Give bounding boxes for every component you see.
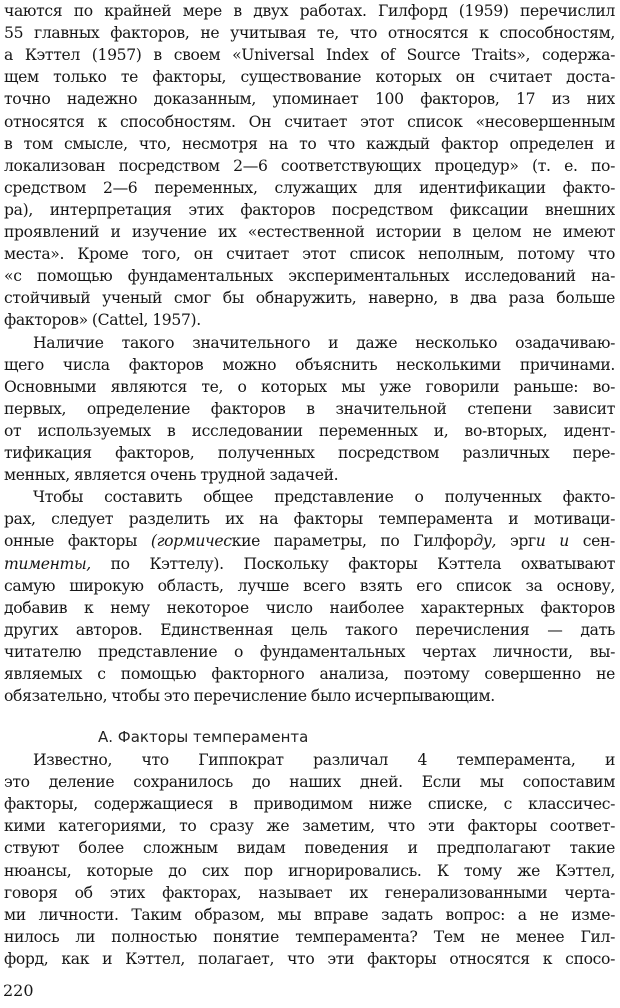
text-line: читателю представление о фундаментальных чертах личности, вы- bbox=[4, 642, 615, 661]
text-line: локализован посредством 2—6 соответствующих процедур» (т. е. по- bbox=[4, 156, 615, 175]
text-line: ствуют более сложным видам поведения и предполагают такие bbox=[4, 839, 615, 858]
text-line: это деление сохранилось до наших дней. Если мы сопоставим bbox=[4, 773, 615, 792]
text-line: Чтобы составить общее представление о полученных факто- bbox=[33, 488, 615, 507]
italic-term: и и bbox=[535, 532, 583, 551]
text-line: тификация факторов, полученных посредством различных пере- bbox=[4, 444, 615, 462]
text-line: менных, является очень трудной задачей. bbox=[4, 466, 339, 485]
text-line: «с помощью фундаментальных экспериментальных исследований на- bbox=[4, 267, 615, 286]
page-number: 220 bbox=[3, 981, 34, 1000]
text-line: тименты, по Кэттелу). Поскольку факторы Кэттела охватывают bbox=[4, 554, 615, 573]
text-line: добавив к нему некоторое число наиболее характерных факторов bbox=[4, 598, 615, 617]
italic-term: ду, bbox=[473, 532, 510, 551]
text-line: стойчивый ученый смог бы обнаружить, наверно, в два раза больше bbox=[4, 289, 615, 308]
text-line: самую широкую область, лучше всего взять его список за основу, bbox=[4, 576, 615, 595]
text-line: других авторов. Единственная цель такого перечисления — дать bbox=[4, 620, 615, 639]
text-line: щего числа факторов можно объяснить несколькими причинами. bbox=[4, 355, 615, 374]
text-line: Основными являются те, о которых мы уже говорили раньше: во- bbox=[4, 377, 615, 396]
text-line: факторов» (Cattel, 1957). bbox=[4, 311, 201, 330]
text-line: 55 главных факторов, не учитывая те, что относятся к способностям, bbox=[4, 24, 615, 43]
italic-term: тименты, bbox=[4, 554, 91, 573]
text-line: нилось ли полностью понятие темперамента? Тем не менее Гил- bbox=[4, 927, 615, 946]
text-line: факторы, содержащиеся в приводимом ниже списке, с классичес- bbox=[4, 795, 615, 814]
text-line: в том смысле, что, несмотря на то что каждый фактор определен и bbox=[4, 134, 615, 153]
section-heading: А. Факторы темперамента bbox=[98, 728, 309, 746]
text-line: нюансы, которые до сих пор игнорировались. К тому же Кэттел, bbox=[4, 861, 615, 880]
text-line: первых, определение факторов в значительной степени зависит bbox=[4, 399, 615, 418]
text-line: а Кэттел (1957) в своем «Universal Index of Source Traits», содержа- bbox=[4, 46, 615, 65]
text-line: кими категориями, то сразу же заметим, что эти факторы соответ- bbox=[4, 817, 615, 836]
text-line: чаются по крайней мере в двух работах. Гилфорд (1959) перечислил bbox=[4, 2, 615, 20]
text-line: проявлений и изучение их «естественной истории в целом не имеют bbox=[4, 223, 615, 241]
text-line: точно надежно доказанным, упоминает 100 факторов, 17 из них bbox=[4, 90, 615, 109]
text-line: онные факторы (гормические параметры, по Гилфорду, эрги и сен- bbox=[4, 532, 615, 551]
text-line: говоря об этих факторах, называет их генерализованными черта- bbox=[4, 883, 615, 902]
text-line: щем только те факторы, существование которых он считает доста- bbox=[4, 68, 615, 87]
text-line: места». Кроме того, он считает этот список неполным, потому что bbox=[4, 245, 615, 264]
text-line: ра), интерпретация этих факторов посредством фиксации внешних bbox=[4, 200, 615, 219]
text-line: рах, следует разделить их на факторы темперамента и мотиваци- bbox=[4, 510, 615, 529]
text-line: являемых с помощью факторного анализа, поэтому совершенно не bbox=[4, 665, 615, 683]
text-line: форд, как и Кэттел, полагает, что эти факторы относятся к спосо- bbox=[4, 949, 615, 968]
text-line: ми личности. Таким образом, мы вправе задать вопрос: а не изме- bbox=[4, 905, 615, 924]
text-line: средством 2—6 переменных, служащих для идентификации факто- bbox=[4, 178, 615, 197]
text-line: относятся к способностям. Он считает этот список «несовершенным bbox=[4, 112, 615, 131]
text-line: Известно, что Гиппократ различал 4 темперамента, и bbox=[33, 751, 615, 769]
text-line: Наличие такого значительного и даже несколько озадачиваю- bbox=[33, 333, 615, 352]
text-line: обязательно, чтобы это перечисление было исчерпывающим. bbox=[4, 687, 495, 706]
text-line: от используемых в исследовании переменных и, во-вторых, идент- bbox=[4, 421, 615, 440]
italic-term: (гормичес bbox=[137, 532, 232, 551]
